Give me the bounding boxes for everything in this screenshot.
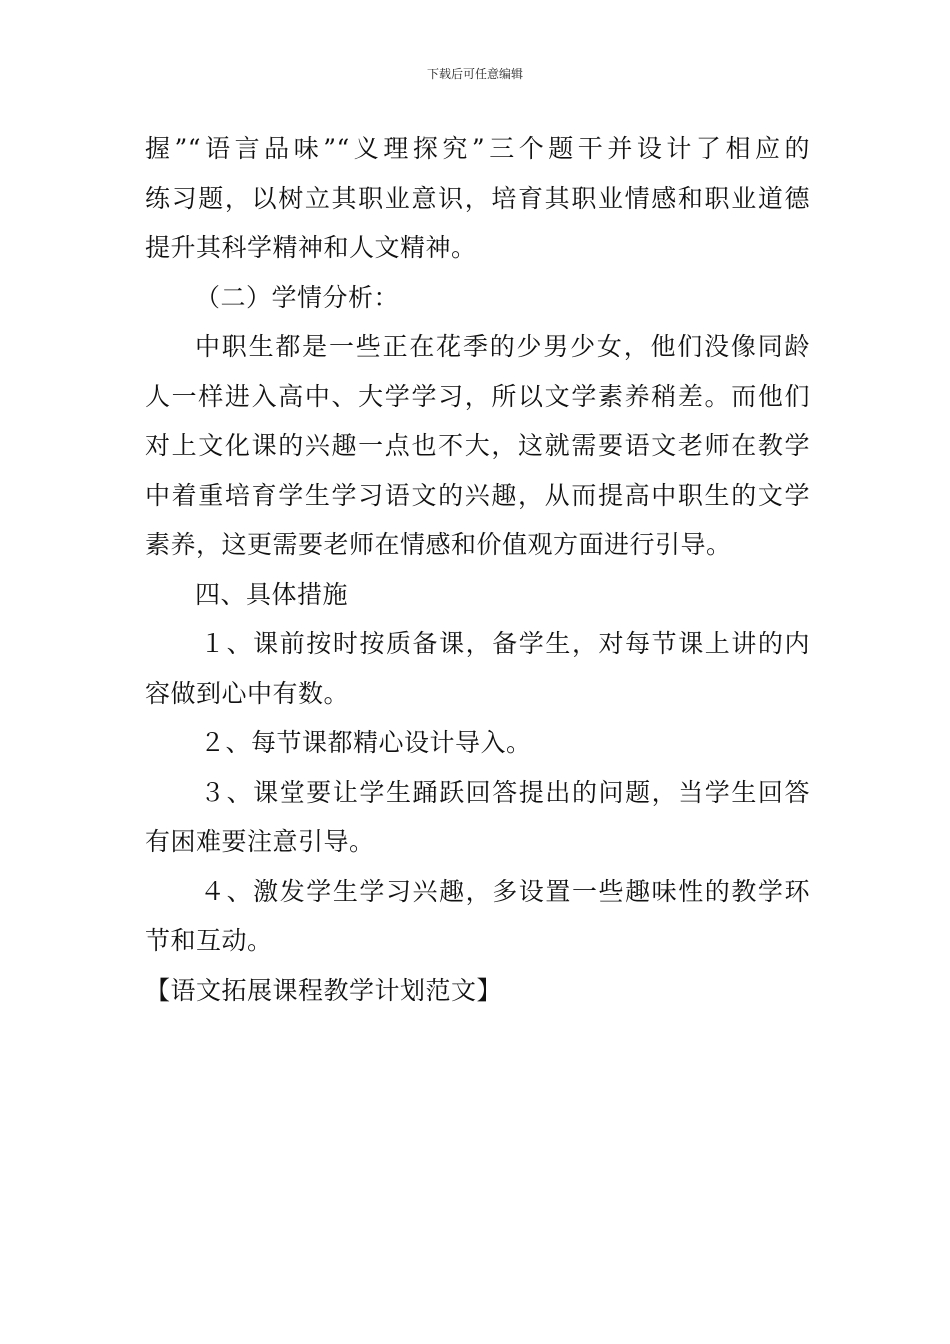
list-item: １、课前按时按质备课，备学生，对每节课上讲的内 [200,629,810,658]
text-line: 提升其科学精神和人文精神。 [145,233,477,262]
section-heading: 四、具体措施 [195,579,349,609]
text-line: 有困难要注意引导。 [145,827,375,856]
text-line: 对上文化课的兴趣一点也不大，这就需要语文老师在教学 [145,431,810,460]
text-line: 节和互动。 [145,926,273,955]
text-line: 握”“语言品味”“义理探究”三个题干并设计了相应的 [145,134,810,163]
text-line: 人一样进入高中、大学学习，所以文学素养稍差。而他们 [145,381,810,411]
list-item: ３、课堂要让学生踊跃回答提出的问题，当学生回答 [200,777,810,807]
text-line: 素养，这更需要老师在情感和价值观方面进行引导。 [145,530,732,559]
text-line: 中职生都是一些正在花季的少男少女，他们没像同龄 [195,332,810,361]
text-line: 练习题，以树立其职业意识，培育其职业情感和职业道德 [145,183,810,213]
list-item: ４、激发学生学习兴趣，多设置一些趣味性的教学环 [200,876,810,906]
document-body [145,124,810,1015]
text-line: 中着重培育学生学习语文的兴趣，从而提高中职生的文学 [145,480,810,510]
text-line: 容做到心中有数。 [145,678,350,708]
page-header: 下载后可任意编辑 [426,67,523,81]
document-title: 【语文拓展课程教学计划范文】 [145,975,503,1005]
list-item: ２、每节课都精心设计导入。 [200,728,532,757]
section-heading: （二）学情分析： [195,282,400,312]
